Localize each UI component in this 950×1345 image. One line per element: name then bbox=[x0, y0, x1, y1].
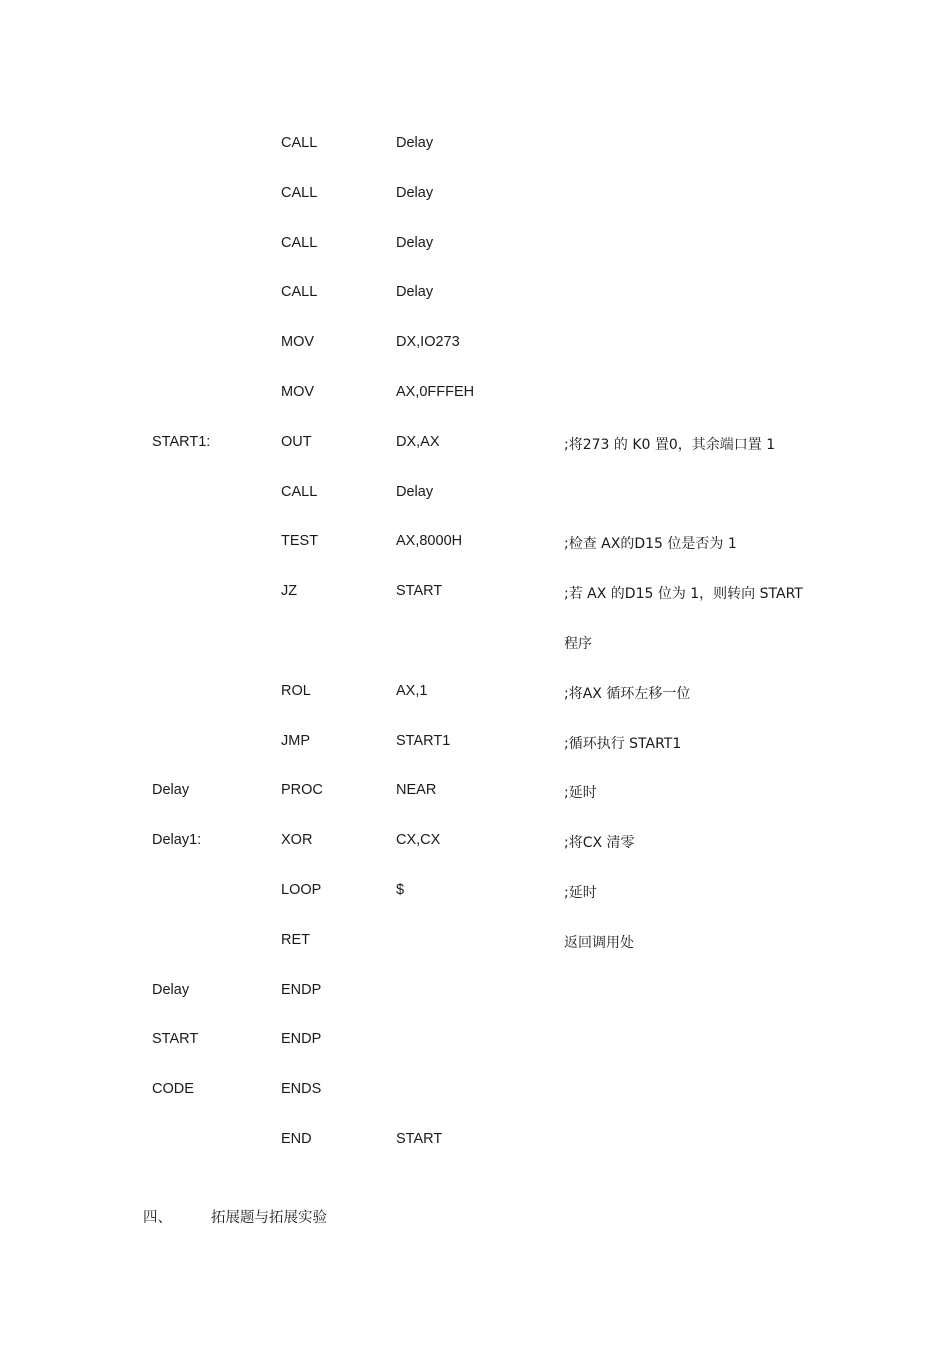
code-comment: ;将AX 循环左移一位 bbox=[564, 685, 691, 702]
code-line bbox=[0, 430, 950, 480]
code-line bbox=[0, 828, 950, 878]
code-operand: DX,AX bbox=[396, 433, 440, 450]
code-line bbox=[0, 330, 950, 380]
code-operand: START1 bbox=[396, 732, 451, 749]
code-line bbox=[0, 878, 950, 928]
code-label: Delay bbox=[152, 981, 190, 998]
code-label: Delay bbox=[152, 782, 190, 799]
code-line bbox=[0, 529, 950, 579]
code-line bbox=[0, 679, 950, 729]
code-line bbox=[0, 778, 950, 828]
code-opcode: MOV bbox=[281, 383, 315, 400]
code-opcode: CALL bbox=[281, 234, 318, 251]
code-opcode: LOOP bbox=[281, 881, 322, 898]
code-operand: Delay bbox=[396, 483, 434, 500]
code-comment: ;将CX 清零 bbox=[564, 835, 635, 852]
code-line bbox=[0, 1127, 950, 1177]
code-line bbox=[0, 579, 950, 629]
code-opcode: RET bbox=[281, 931, 310, 948]
code-line bbox=[0, 231, 950, 281]
code-operand: AX,0FFFEH bbox=[396, 383, 475, 400]
code-line bbox=[0, 1027, 950, 1077]
code-comment: 程序 bbox=[564, 635, 592, 652]
code-line bbox=[0, 380, 950, 430]
code-operand: Delay bbox=[396, 234, 434, 251]
code-line bbox=[0, 1077, 950, 1127]
code-label: START bbox=[152, 1031, 199, 1048]
code-operand: AX,8000H bbox=[396, 533, 463, 550]
code-line bbox=[0, 928, 950, 978]
code-opcode: ENDP bbox=[281, 1031, 322, 1048]
code-operand: Delay bbox=[396, 284, 434, 301]
section-title: 拓展题与拓展实验 bbox=[211, 1210, 327, 1226]
code-comment: ;延时 bbox=[564, 785, 597, 802]
section-number: 四、 bbox=[143, 1210, 172, 1226]
code-label: Delay1: bbox=[152, 832, 202, 849]
code-opcode: CALL bbox=[281, 135, 318, 151]
assembly-code-listing bbox=[0, 131, 950, 1177]
code-operand: Delay bbox=[396, 184, 434, 201]
code-operand: CX,CX bbox=[396, 832, 441, 849]
code-comment: 返回调用处 bbox=[564, 934, 634, 951]
code-opcode: ROL bbox=[281, 682, 311, 699]
code-line bbox=[0, 480, 950, 530]
code-line bbox=[0, 629, 950, 679]
code-operand: $ bbox=[396, 881, 405, 898]
code-opcode: JMP bbox=[281, 732, 310, 749]
code-label: CODE bbox=[152, 1081, 194, 1098]
code-operand: START bbox=[396, 1130, 443, 1147]
code-operand: NEAR bbox=[396, 782, 437, 799]
code-label: START1: bbox=[152, 433, 211, 450]
code-operand: AX,1 bbox=[396, 682, 428, 699]
code-line bbox=[0, 978, 950, 1028]
code-opcode: MOV bbox=[281, 334, 315, 351]
code-operand: START bbox=[396, 583, 443, 600]
code-comment: ;将273 的 K0 置0，其余端口置 1 bbox=[564, 436, 776, 453]
code-opcode: CALL bbox=[281, 284, 318, 301]
code-line bbox=[0, 131, 950, 181]
code-comment: ;若 AX 的D15 位为 1，则转向 START bbox=[564, 586, 803, 603]
code-operand: DX,IO273 bbox=[396, 334, 460, 351]
code-comment: ;循环执行 START1 bbox=[564, 735, 682, 752]
code-opcode: ENDP bbox=[281, 981, 322, 998]
code-line bbox=[0, 729, 950, 779]
code-comment: ;延时 bbox=[564, 884, 597, 901]
code-operand: Delay bbox=[396, 135, 434, 151]
code-line bbox=[0, 280, 950, 330]
code-opcode: XOR bbox=[281, 832, 313, 849]
code-opcode: ENDS bbox=[281, 1081, 322, 1098]
code-line bbox=[0, 181, 950, 231]
code-opcode: PROC bbox=[281, 782, 323, 799]
code-opcode: OUT bbox=[281, 433, 312, 450]
code-opcode: JZ bbox=[281, 583, 298, 600]
code-comment: ;检查 AX的D15 位是否为 1 bbox=[564, 536, 737, 553]
code-opcode: CALL bbox=[281, 483, 318, 500]
code-opcode: CALL bbox=[281, 184, 318, 201]
code-opcode: END bbox=[281, 1130, 312, 1147]
code-opcode: TEST bbox=[281, 533, 319, 550]
